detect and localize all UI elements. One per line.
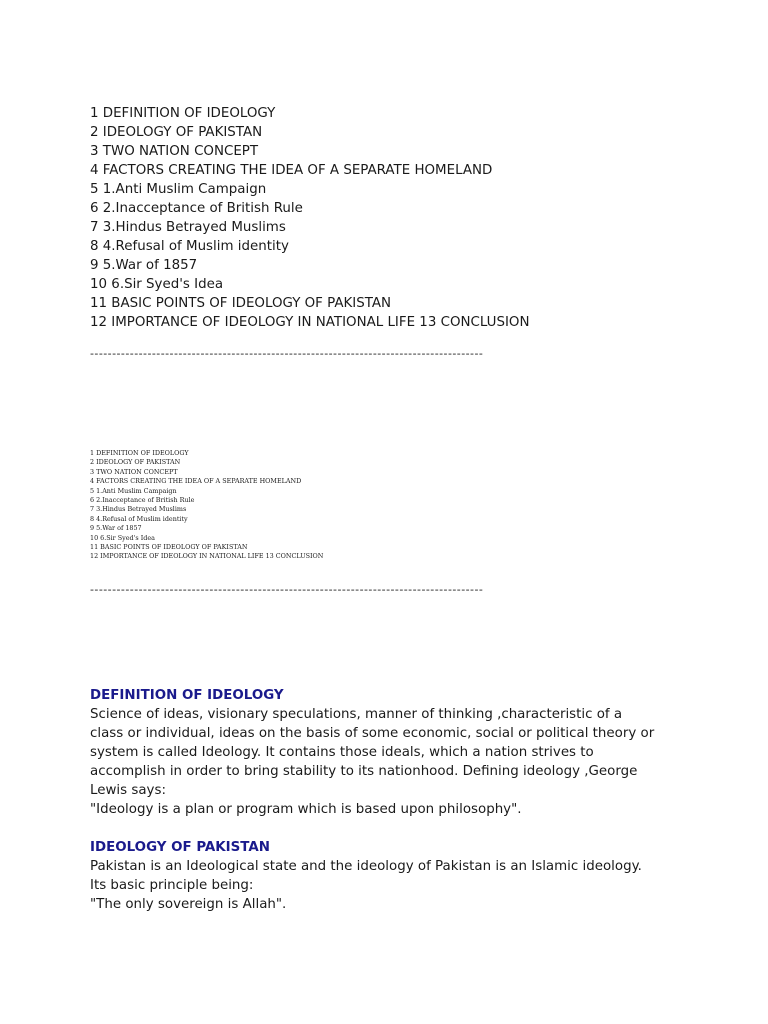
table-of-contents-small: [90, 449, 490, 562]
toc-item: 4 FACTORS CREATING THE IDEA OF A SEPARATE HOMELAND: [90, 163, 493, 178]
paragraph-line: Its basic principle being:: [90, 878, 254, 893]
toc-item: 1 DEFINITION OF IDEOLOGY: [90, 106, 276, 121]
toc-item: 9 5.War of 1857: [90, 258, 198, 273]
section-body: [90, 857, 690, 914]
toc-small-item: 3 TWO NATION CONCEPT: [90, 467, 178, 476]
table-of-contents: [90, 104, 730, 332]
paragraph-line: accomplish in order to bring stability to its nationhood. Defining ideology ,George: [90, 764, 638, 779]
toc-small-item: 7 3.Hindus Betrayed Muslims: [90, 505, 187, 514]
toc-item: 12 IMPORTANCE OF IDEOLOGY IN NATIONAL LIFE 13 CONCLUSION: [90, 315, 530, 330]
toc-small-item: 4 FACTORS CREATING THE IDEA OF A SEPARATE HOMELAND: [90, 477, 302, 486]
section-definition-of-ideology: [90, 686, 690, 819]
dashed-separator: -----------------------------------------------------------------------------------------: [90, 347, 484, 360]
toc-small-item: 1 DEFINITION OF IDEOLOGY: [90, 449, 189, 457]
toc-item: 10 6.Sir Syed's Idea: [90, 277, 224, 292]
section-heading: IDEOLOGY OF PAKISTAN: [90, 840, 270, 855]
toc-small-item: 9 5.War of 1857: [90, 524, 142, 533]
dashed-separator: -----------------------------------------------------------------------------------------: [90, 583, 484, 596]
toc-item: 2 IDEOLOGY OF PAKISTAN: [90, 125, 263, 140]
paragraph-line: "Ideology is a plan or program which is based upon philosophy".: [90, 802, 522, 817]
paragraph-line: Lewis says:: [90, 783, 166, 798]
toc-small-item: 8 4.Refusal of Muslim identity: [90, 514, 188, 523]
toc-small-item: 12 IMPORTANCE OF IDEOLOGY IN NATIONAL LIFE 13 CONCLUSION: [90, 552, 324, 561]
toc-small-item: 10 6.Sir Syed's Idea: [90, 533, 155, 542]
toc-small-item: 11 BASIC POINTS OF IDEOLOGY OF PAKISTAN: [90, 543, 248, 552]
toc-item: 3 TWO NATION CONCEPT: [90, 144, 259, 159]
toc-small-item: 5 1.Anti Muslim Campaign: [90, 486, 177, 495]
section-ideology-of-pakistan: [90, 838, 690, 914]
toc-item: 8 4.Refusal of Muslim identity: [90, 239, 289, 254]
section-heading: DEFINITION OF IDEOLOGY: [90, 688, 284, 703]
toc-item: 11 BASIC POINTS OF IDEOLOGY OF PAKISTAN: [90, 296, 392, 311]
section-body: [90, 705, 690, 819]
toc-item: 7 3.Hindus Betrayed Muslims: [90, 220, 286, 235]
paragraph-line: Pakistan is an Ideological state and the ideology of Pakistan is an Islamic ideology.: [90, 859, 642, 874]
toc-small-item: 2 IDEOLOGY OF PAKISTAN: [90, 458, 181, 467]
toc-item: 6 2.Inacceptance of British Rule: [90, 201, 303, 216]
paragraph-line: class or individual, ideas on the basis of some economic, social or political theory or: [90, 726, 655, 741]
paragraph-line: "The only sovereign is Allah".: [90, 897, 287, 912]
paragraph-line: Science of ideas, visionary speculations, manner of thinking ,characteristic of a: [90, 707, 623, 722]
toc-item: 5 1.Anti Muslim Campaign: [90, 182, 267, 197]
toc-small-item: 6 2.Inacceptance of British Rule: [90, 496, 195, 505]
paragraph-line: system is called Ideology. It contains those ideals, which a nation strives to: [90, 745, 594, 760]
